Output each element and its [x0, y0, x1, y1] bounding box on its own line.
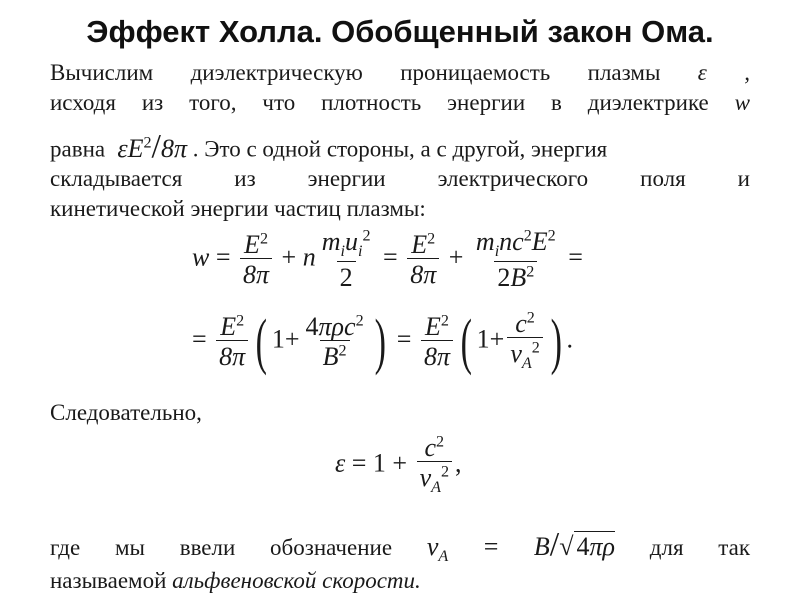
alfven-speed-term: альфвеновской скорости. — [172, 568, 421, 593]
para1-line3-text: . Это с одной стороны, а с другой, энергия — [192, 136, 608, 162]
para1-line1 — [50, 58, 750, 88]
energy-equation-line1: w = $\frac{E^2}{8\pi}$ + n $m_iu_i^2$ 2 = $\frac{E^2}{8\pi}$ + $m_inc^2E^2$ $2B^2$ = — [192, 227, 583, 293]
energy-density-expr: $\varepsilon E^2/8\pi$ — [110, 127, 188, 165]
para1-line2 — [50, 88, 750, 118]
para3-line2-text: называемой — [50, 568, 167, 593]
epsilon-equation: ε = 1 + $\frac{c^2}{\nu_A^2}$ , — [335, 433, 462, 497]
para3-line1-end: для так — [649, 535, 751, 560]
para1-line2-text: исходя из того, что плотность энергии в диэлектрике — [50, 90, 709, 115]
alfven-speed-expr: $\nu_A = B/√$ 4πρ — [426, 526, 616, 566]
slide-title: Эффект Холла. Обобщенный закон Ома. — [86, 14, 714, 49]
epsilon-symbol: ε , — [697, 60, 750, 85]
para3-line2 — [50, 566, 421, 596]
para3-line1-text: где мы ввели обозначение — [50, 535, 393, 560]
para1-line3 — [50, 128, 750, 165]
para1-line1-text: Вычислим диэлектрическую проницаемость плазмы — [50, 60, 661, 85]
para1-line4: складывается из энергии электрического поля и — [50, 166, 750, 191]
para2: Следовательно, — [50, 400, 202, 425]
w-symbol: w — [734, 90, 751, 115]
energy-equation-line2: = $\frac{E^2}{8\pi}$ ( 1+ 4πρc$^2$ $B^2$ ) = $\frac{E^2}{8\pi}$ ( 1+ $\frac{c^2}{\nu_A^2}$ ) . — [192, 307, 573, 376]
para1-line3-start: равна — [50, 136, 106, 162]
para1-line5: кинетической энергии частиц плазмы: — [50, 196, 426, 221]
